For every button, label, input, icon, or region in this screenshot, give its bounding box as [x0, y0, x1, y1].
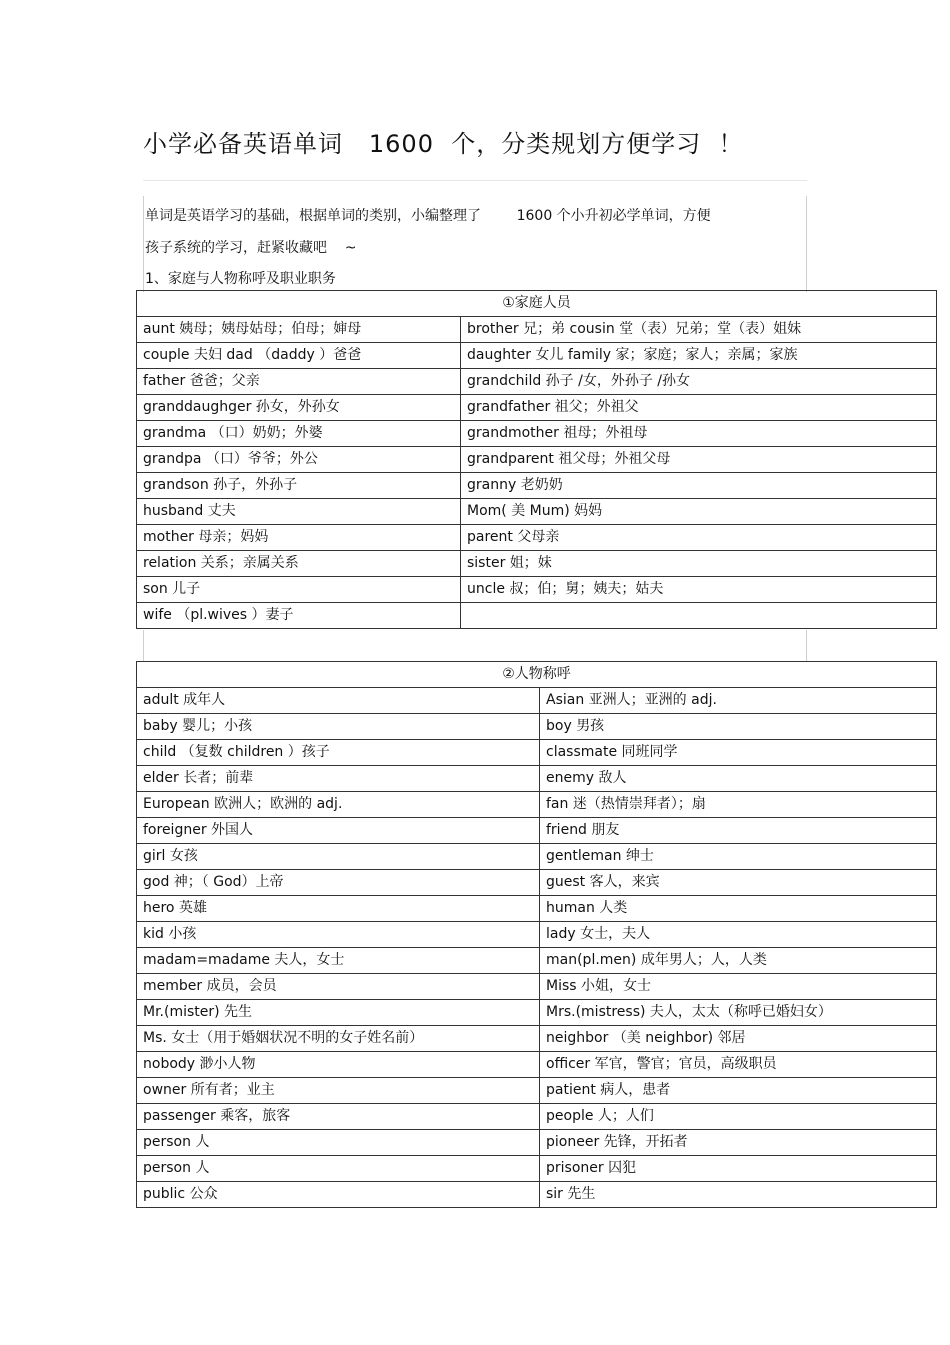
word-cell-left: grandson 孙子，外孙子	[137, 473, 461, 499]
word-cell-left: hero 英雄	[137, 896, 540, 922]
table-row	[137, 1026, 937, 1052]
table-row	[137, 421, 937, 447]
family-table	[136, 290, 937, 629]
word-cell-left: person 人	[137, 1156, 540, 1182]
intro-border-left	[143, 196, 144, 292]
word-cell-left: foreigner 外国人	[137, 818, 540, 844]
word-cell-left: relation 关系；亲属关系	[137, 551, 461, 577]
word-cell-right: daughter 女儿 family 家；家庭；家人；亲属；家族	[461, 343, 937, 369]
word-cell-right: sister 姐；妹	[461, 551, 937, 577]
table-row	[137, 974, 937, 1000]
word-cell-left: madam=madame 夫人，女士	[137, 948, 540, 974]
word-cell-left: son 儿子	[137, 577, 461, 603]
table-row	[137, 499, 937, 525]
word-cell-right: prisoner 囚犯	[540, 1156, 937, 1182]
word-cell-right	[461, 603, 937, 629]
word-cell-right: patient 病人，患者	[540, 1078, 937, 1104]
table-row	[137, 740, 937, 766]
word-cell-right: grandmother 祖母；外祖母	[461, 421, 937, 447]
table-header: ①家庭人员	[137, 291, 937, 317]
word-cell-right: boy 男孩	[540, 714, 937, 740]
table-row	[137, 473, 937, 499]
word-cell-left: baby 婴儿；小孩	[137, 714, 540, 740]
word-cell-right: gentleman 绅士	[540, 844, 937, 870]
word-cell-left: husband 丈夫	[137, 499, 461, 525]
word-cell-right: uncle 叔；伯；舅；姨夫；姑夫	[461, 577, 937, 603]
word-cell-left: kid 小孩	[137, 922, 540, 948]
word-cell-right: grandfather 祖父；外祖父	[461, 395, 937, 421]
word-cell-right: people 人；人们	[540, 1104, 937, 1130]
table-row	[137, 870, 937, 896]
word-cell-left: granddaughger 孙女，外孙女	[137, 395, 461, 421]
table-row	[137, 948, 937, 974]
table-row	[137, 369, 937, 395]
word-cell-left: person 人	[137, 1130, 540, 1156]
table-row	[137, 525, 937, 551]
word-cell-left: Mr.(mister) 先生	[137, 1000, 540, 1026]
word-cell-right: human 人类	[540, 896, 937, 922]
word-cell-right: Mrs.(mistress) 夫人，太太（称呼已婚妇女）	[540, 1000, 937, 1026]
table-row	[137, 343, 937, 369]
table-row	[137, 896, 937, 922]
word-cell-left: elder 长者；前辈	[137, 766, 540, 792]
table-row	[137, 551, 937, 577]
word-cell-left: girl 女孩	[137, 844, 540, 870]
table-row	[137, 1052, 937, 1078]
table-row	[137, 1104, 937, 1130]
table-row	[137, 1182, 937, 1208]
word-cell-left: grandma （口）奶奶；外婆	[137, 421, 461, 447]
word-cell-left: Ms. 女士（用于婚姻状况不明的女子姓名前）	[137, 1026, 540, 1052]
table-header-row	[137, 662, 937, 688]
word-cell-left: child （复数 children ）孩子	[137, 740, 540, 766]
word-cell-right: man(pl.men) 成年男人；人，人类	[540, 948, 937, 974]
word-cell-right: Asian 亚洲人；亚洲的 adj.	[540, 688, 937, 714]
table-row	[137, 766, 937, 792]
word-cell-right: Mom( 美 Mum) 妈妈	[461, 499, 937, 525]
table-row	[137, 1000, 937, 1026]
table-row	[137, 1156, 937, 1182]
table-row	[137, 317, 937, 343]
word-cell-right: parent 父母亲	[461, 525, 937, 551]
table-row	[137, 577, 937, 603]
word-cell-right: lady 女士，夫人	[540, 922, 937, 948]
page-title: 小学必备英语单词 1600 个，分类规划方便学习 ！	[143, 130, 744, 158]
word-cell-right: sir 先生	[540, 1182, 937, 1208]
word-cell-right: friend 朋友	[540, 818, 937, 844]
word-cell-left: passenger 乘客，旅客	[137, 1104, 540, 1130]
table-header: ②人物称呼	[137, 662, 937, 688]
table-row	[137, 922, 937, 948]
table-row	[137, 688, 937, 714]
word-cell-left: grandpa （口）爷爷；外公	[137, 447, 461, 473]
word-cell-right: grandparent 祖父母；外祖父母	[461, 447, 937, 473]
intro-border-right	[806, 196, 807, 292]
table-row	[137, 714, 937, 740]
intro-line-2: 孩子系统的学习，赶紧收藏吧 ~	[145, 240, 357, 256]
title-divider	[143, 180, 807, 181]
table-row	[137, 844, 937, 870]
table-row	[137, 447, 937, 473]
word-cell-left: public 公众	[137, 1182, 540, 1208]
word-cell-left: couple 夫妇 dad （daddy ）爸爸	[137, 343, 461, 369]
word-cell-left: member 成员，会员	[137, 974, 540, 1000]
word-cell-left: god 神；（ God）上帝	[137, 870, 540, 896]
word-cell-left: aunt 姨母；姨母姑母；伯母；婶母	[137, 317, 461, 343]
table-header-row	[137, 291, 937, 317]
word-cell-right: granny 老奶奶	[461, 473, 937, 499]
word-cell-right: classmate 同班同学	[540, 740, 937, 766]
intro-line-1: 单词是英语学习的基础，根据单词的类别，小编整理了 1600 个小升初必学单词，方便	[145, 208, 711, 224]
table-row	[137, 1130, 937, 1156]
table-row	[137, 603, 937, 629]
word-cell-left: wife （pl.wives ）妻子	[137, 603, 461, 629]
word-cell-left: owner 所有者；业主	[137, 1078, 540, 1104]
word-cell-right: grandchild 孙子 /女，外孙子 /孙女	[461, 369, 937, 395]
word-cell-right: guest 客人，来宾	[540, 870, 937, 896]
word-cell-right: Miss 小姐，女士	[540, 974, 937, 1000]
word-cell-right: neighbor （美 neighbor) 邻居	[540, 1026, 937, 1052]
table-row	[137, 818, 937, 844]
table-row	[137, 395, 937, 421]
word-cell-right: brother 兄；弟 cousin 堂（表）兄弟；堂（表）姐妹	[461, 317, 937, 343]
section-heading: 1、家庭与人物称呼及职业职务	[145, 271, 336, 287]
word-cell-right: fan 迷（热情崇拜者）；扇	[540, 792, 937, 818]
word-cell-right: enemy 敌人	[540, 766, 937, 792]
table-row	[137, 792, 937, 818]
word-cell-left: nobody 渺小人物	[137, 1052, 540, 1078]
people-table	[136, 661, 937, 1208]
gap-border-right	[806, 630, 807, 661]
word-cell-left: adult 成年人	[137, 688, 540, 714]
word-cell-right: pioneer 先锋，开拓者	[540, 1130, 937, 1156]
word-cell-left: mother 母亲；妈妈	[137, 525, 461, 551]
gap-border-left	[143, 630, 144, 661]
word-cell-left: father 爸爸；父亲	[137, 369, 461, 395]
word-cell-left: European 欧洲人；欧洲的 adj.	[137, 792, 540, 818]
table-row	[137, 1078, 937, 1104]
word-cell-right: officer 军官，警官；官员，高级职员	[540, 1052, 937, 1078]
